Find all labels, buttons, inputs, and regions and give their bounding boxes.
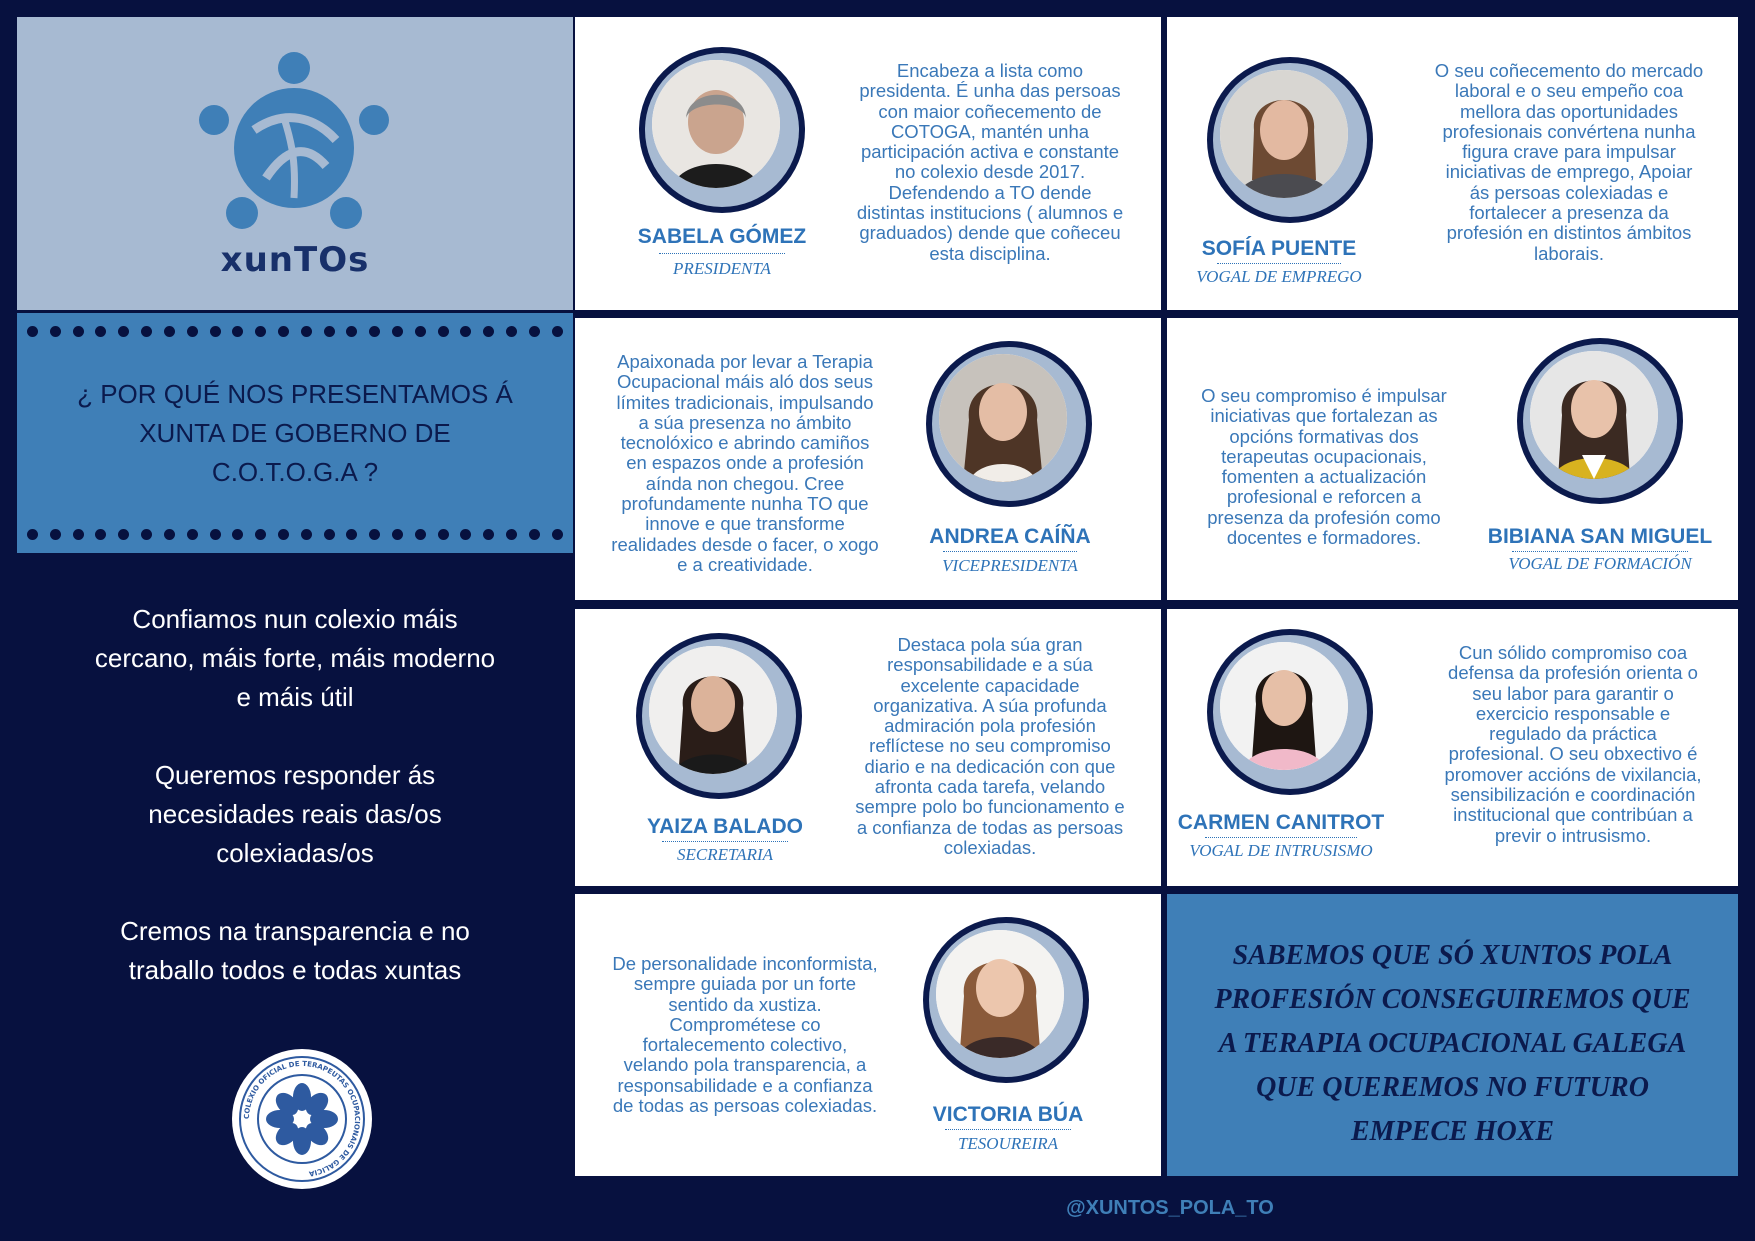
avatar <box>1207 629 1373 795</box>
candidate-name: VICTORIA BÚA <box>932 1103 1084 1126</box>
portrait-icon <box>649 646 777 774</box>
question-heading: ¿ POR QUÉ NOS PRESENTAMOS Á XUNTA DE GOBERNO DE C.O.T.O.G.A ? <box>77 379 513 487</box>
value-statement: Cremos na transparencia e no traballo todos e todas xuntas <box>120 916 470 985</box>
portrait-icon <box>939 354 1067 482</box>
candidate-card-andrea <box>575 318 1161 600</box>
candidate-role: VOGAL DE FORMACIÓN <box>1508 554 1692 573</box>
candidate-card-victoria <box>575 894 1161 1176</box>
candidate-name: ANDREA CAÍÑA <box>929 525 1091 548</box>
name-underline <box>662 841 788 842</box>
dot-divider-bottom <box>17 529 573 543</box>
candidate-bio: Cun sólido compromiso coa defensa da profesión orienta o seu labor para garantir o exercicio responsable e regulado da práctica profesional. O seu obxectivo é promover accións de vixilancia, sensibilización e coordinación institucional que contribúan a previr o intrusismo. <box>1444 642 1702 846</box>
portrait-icon <box>1220 70 1348 198</box>
candidate-role: TESOUREIRA <box>957 1134 1059 1153</box>
candidate-bio: De personalidade inconformista, sempre guiada por un forte sentido da xustiza. Comprométese co fortalecemento colectivo, velando pola transparencia, a responsabilidade e a confianza de todas as persoas colexiadas. <box>612 953 878 1117</box>
name-underline <box>659 253 785 254</box>
candidate-role: VOGAL DE EMPREGO <box>1196 267 1362 286</box>
logo-wordmark: xunTOs <box>220 240 370 280</box>
values-list <box>40 600 550 1029</box>
avatar <box>1207 57 1373 223</box>
candidate-bio: Apaixonada por levar a Terapia Ocupacional máis aló dos seus límites tradicionais, impulsando a súa presenza no ámbito tecnolóxico e abrindo camiños en espazos onde a profesión aínda non chegou. Cree profundamente nunha TO que innove e que transforme realidades desde o facer, o xogo e a creatividade. <box>611 351 879 575</box>
candidate-role: SECRETARIA <box>677 845 773 864</box>
candidate-bio: O seu coñecemento do mercado laboral e o seu empeño coa mellora das oportunidades profesionais convértena nunha figura crave para impulsar iniciativas de emprego, Apoiar ás persoas colexiadas e fortalecer a presenza da profesión en distintos ámbitos laborais. <box>1434 60 1704 264</box>
portrait-icon <box>652 60 780 188</box>
candidate-card-sabela <box>575 17 1161 310</box>
name-underline <box>943 551 1077 552</box>
name-underline <box>1217 263 1341 264</box>
portrait-icon <box>1530 351 1658 479</box>
slogan-panel <box>1167 894 1738 1176</box>
avatar <box>926 341 1092 507</box>
candidate-name: BIBIANA SAN MIGUEL <box>1487 525 1713 548</box>
slogan-text: SABEMOS QUE SÓ XUNTOS POLA PROFESIÓN CONSEGUIREMOS QUE A TERAPIA OCUPACIONAL GALEGA QUE QUEREMOS NO FUTURO EMPECE HOXE <box>1214 940 1691 1147</box>
seal-text: COLEXIO OFICIAL DE TERAPEUTAS OCUPACIONAIS DE GALICIA <box>242 1059 362 1178</box>
candidate-role: VICEPRESIDENTA <box>942 556 1078 575</box>
portrait-icon <box>936 930 1064 1058</box>
name-underline <box>945 1129 1071 1130</box>
candidate-bio: O seu compromiso é impulsar iniciativas que fortalezan as opcións formativas dos terapeutas ocupacionais, fomenten a actualización profesional e reforcen a presenza da profesión como docentes e formadores. <box>1201 385 1447 549</box>
name-underline <box>1205 837 1357 838</box>
candidate-name: SABELA GÓMEZ <box>637 225 807 248</box>
avatar <box>923 917 1089 1083</box>
name-underline <box>1512 551 1688 552</box>
cotoga-seal-icon <box>230 1047 374 1191</box>
candidate-name: SOFÍA PUENTE <box>1201 237 1357 260</box>
candidate-card-sofia <box>1167 17 1738 310</box>
candidate-name: CARMEN CANITROT <box>1177 811 1385 834</box>
question-panel <box>17 313 573 553</box>
candidate-card-yaiza <box>575 609 1161 886</box>
avatar <box>1517 338 1683 504</box>
social-handle[interactable]: @XUNTOS_POLA_TO <box>1066 1197 1274 1219</box>
candidate-bio: Encabeza a lista como presidenta. É unha das persoas con maior coñecemento de COTOGA, mantén unha participación activa e constante no colexio desde 2017. Defendendo a TO dende distintas institucions ( alumnos e graduados) dende que coñeceu esta disciplina. <box>856 60 1124 264</box>
value-statement: Queremos responder ás necesidades reais das/os colexiadas/os <box>148 760 442 868</box>
avatar <box>636 633 802 799</box>
avatar <box>639 47 805 213</box>
candidate-role: PRESIDENTA <box>673 259 771 278</box>
candidate-card-bibiana <box>1167 318 1738 600</box>
dot-divider-top <box>17 326 573 340</box>
portrait-icon <box>1220 642 1348 770</box>
xuntos-logo-icon <box>196 48 392 233</box>
candidate-name: YAIZA BALADO <box>647 815 803 838</box>
candidate-role: VOGAL DE INTRUSISMO <box>1189 841 1373 860</box>
candidate-bio: Destaca pola súa gran responsabilidade e a súa excelente capacidade organizativa. A súa profunda admiración pola profesión reflíctese no seu compromiso diario e na dedicación con que afronta cada tarefa, velando sempre polo bo funcionamento e a confianza de todas as persoas colexiadas. <box>855 634 1125 858</box>
value-statement: Confiamos nun colexio máis cercano, máis forte, máis moderno e máis útil <box>94 604 496 712</box>
candidate-card-carmen <box>1167 609 1738 886</box>
